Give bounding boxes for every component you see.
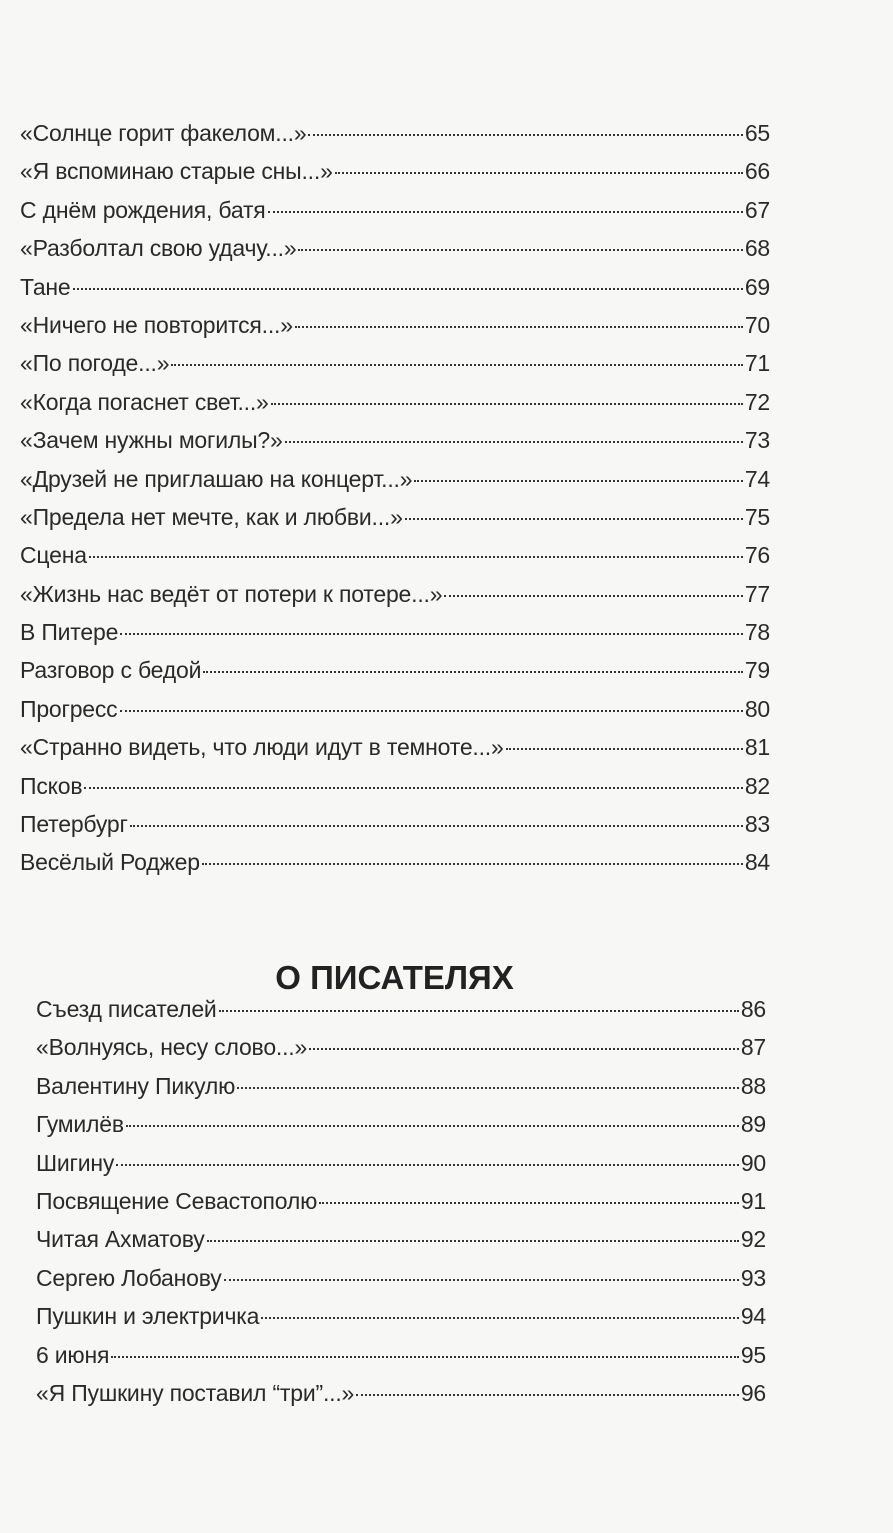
entry-title: «Зачем нужны могилы?» bbox=[20, 427, 283, 454]
entry-page-number: 87 bbox=[740, 1034, 766, 1061]
dot-leader bbox=[202, 863, 743, 865]
toc-entry bbox=[36, 1336, 766, 1374]
toc-entry bbox=[20, 536, 770, 574]
entry-page-number: 93 bbox=[740, 1264, 766, 1291]
entry-title: «Предела нет мечте, как и любви...» bbox=[20, 503, 403, 530]
dot-leader bbox=[309, 1048, 739, 1050]
entry-title: С днём рождения, батя bbox=[20, 196, 266, 223]
dot-leader bbox=[84, 787, 742, 789]
entry-page-number: 84 bbox=[744, 849, 770, 876]
entry-page-number: 69 bbox=[744, 273, 770, 300]
dot-leader bbox=[116, 1164, 739, 1166]
entry-title: «Я вспоминаю старые сны...» bbox=[20, 158, 333, 185]
toc-entry bbox=[20, 651, 770, 689]
toc-entry bbox=[20, 344, 770, 382]
dot-leader bbox=[271, 403, 743, 405]
toc-entry bbox=[20, 114, 770, 152]
entry-title: В Питере bbox=[20, 619, 119, 646]
entry-page-number: 67 bbox=[744, 196, 770, 223]
entry-title: Посвящение Севастополю bbox=[36, 1187, 318, 1214]
entry-title: «Ничего не повторится...» bbox=[20, 311, 293, 338]
dot-leader bbox=[356, 1394, 739, 1396]
entry-page-number: 78 bbox=[744, 619, 770, 646]
entry-title: «Волнуясь, несу слово...» bbox=[36, 1034, 308, 1061]
entry-page-number: 77 bbox=[744, 580, 770, 607]
entry-title: Петербург bbox=[20, 811, 128, 838]
dot-leader bbox=[414, 480, 743, 482]
section-heading-text: О ПИСАТЕЛЯХ bbox=[275, 959, 514, 997]
entry-title: «Жизнь нас ведёт от потери к потере...» bbox=[20, 580, 443, 607]
entry-title: Прогресс bbox=[20, 695, 118, 722]
entry-page-number: 65 bbox=[744, 120, 770, 146]
dot-leader bbox=[89, 556, 743, 558]
entry-title: Шигину bbox=[36, 1149, 115, 1176]
dot-leader bbox=[285, 441, 743, 443]
toc-entry bbox=[20, 268, 770, 306]
entry-title: Съезд писателей bbox=[36, 996, 217, 1022]
entry-title: «Странно видеть, что люди идут в темноте...» bbox=[20, 734, 504, 761]
entry-title: «Я Пушкину поставил “три”...» bbox=[36, 1379, 355, 1406]
toc-entry bbox=[36, 1374, 766, 1412]
toc-entry bbox=[20, 613, 770, 651]
toc-entry bbox=[36, 1220, 766, 1258]
toc-entry bbox=[36, 1067, 766, 1105]
dot-leader bbox=[224, 1279, 739, 1281]
entry-page-number: 96 bbox=[740, 1379, 766, 1406]
dot-leader bbox=[130, 825, 743, 827]
toc-entry bbox=[36, 1144, 766, 1182]
toc-entry bbox=[20, 805, 770, 843]
entry-page-number: 82 bbox=[744, 772, 770, 799]
entry-title: Читая Ахматову bbox=[36, 1226, 205, 1253]
entry-page-number: 81 bbox=[744, 734, 770, 761]
dot-leader bbox=[237, 1087, 739, 1089]
dot-leader bbox=[120, 710, 743, 712]
entry-title: «По погоде...» bbox=[20, 350, 170, 377]
dot-leader bbox=[73, 288, 743, 290]
entry-page-number: 80 bbox=[744, 695, 770, 722]
toc-entry bbox=[36, 990, 766, 1028]
entry-title: Валентину Пикулю bbox=[36, 1072, 236, 1099]
table-of-contents-part-1 bbox=[20, 114, 770, 882]
toc-entry bbox=[36, 1259, 766, 1297]
toc-entry bbox=[36, 1182, 766, 1220]
entry-page-number: 89 bbox=[740, 1111, 766, 1138]
entry-page-number: 75 bbox=[744, 503, 770, 530]
toc-entry bbox=[20, 191, 770, 229]
entry-title: Тане bbox=[20, 273, 71, 300]
entry-page-number: 70 bbox=[744, 311, 770, 338]
toc-entry bbox=[20, 728, 770, 766]
entry-title: «Разболтал свою удачу...» bbox=[20, 235, 297, 262]
toc-entry bbox=[20, 843, 770, 881]
entry-title: Сцена bbox=[20, 542, 87, 569]
entry-page-number: 66 bbox=[744, 158, 770, 185]
toc-entry bbox=[20, 767, 770, 805]
dot-leader bbox=[219, 1010, 739, 1012]
entry-page-number: 92 bbox=[740, 1226, 766, 1253]
entry-page-number: 83 bbox=[744, 811, 770, 838]
entry-page-number: 79 bbox=[744, 657, 770, 684]
toc-entry bbox=[20, 421, 770, 459]
dot-leader bbox=[444, 595, 742, 597]
dot-leader bbox=[126, 1125, 739, 1127]
dot-leader bbox=[335, 172, 743, 174]
entry-page-number: 72 bbox=[744, 388, 770, 415]
dot-leader bbox=[319, 1202, 739, 1204]
entry-page-number: 91 bbox=[740, 1187, 766, 1214]
toc-entry bbox=[20, 498, 770, 536]
entry-title: 6 июня bbox=[36, 1341, 110, 1368]
entry-title: «Друзей не приглашаю на концерт...» bbox=[20, 465, 413, 492]
dot-leader bbox=[268, 211, 743, 213]
dot-leader bbox=[120, 633, 743, 635]
entry-title: Пушкин и электричка bbox=[36, 1303, 260, 1330]
toc-entry bbox=[20, 229, 770, 267]
entry-page-number: 94 bbox=[740, 1303, 766, 1330]
entry-page-number: 95 bbox=[740, 1341, 766, 1368]
dot-leader bbox=[207, 1240, 739, 1242]
toc-entry bbox=[20, 575, 770, 613]
dot-leader bbox=[261, 1317, 739, 1319]
entry-title: «Когда погаснет свет...» bbox=[20, 388, 269, 415]
entry-title: Разговор с бедой bbox=[20, 657, 202, 684]
entry-title: «Солнце горит факелом...» bbox=[20, 120, 307, 146]
entry-title: Сергею Лобанову bbox=[36, 1264, 222, 1291]
toc-entry bbox=[20, 306, 770, 344]
dot-leader bbox=[298, 249, 742, 251]
dot-leader bbox=[203, 671, 743, 673]
toc-entry bbox=[20, 383, 770, 421]
dot-leader bbox=[405, 518, 743, 520]
entry-page-number: 73 bbox=[744, 427, 770, 454]
entry-page-number: 88 bbox=[740, 1072, 766, 1099]
entry-title: Гумилёв bbox=[36, 1111, 124, 1138]
entry-page-number: 74 bbox=[744, 465, 770, 492]
entry-title: Псков bbox=[20, 772, 83, 799]
entry-page-number: 86 bbox=[740, 996, 766, 1022]
dot-leader bbox=[506, 748, 743, 750]
entry-page-number: 68 bbox=[744, 235, 770, 262]
dot-leader bbox=[295, 326, 743, 328]
entry-page-number: 90 bbox=[740, 1149, 766, 1176]
toc-entry bbox=[20, 460, 770, 498]
entry-page-number: 76 bbox=[744, 542, 770, 569]
entry-page-number: 71 bbox=[744, 350, 770, 377]
toc-entry bbox=[36, 1028, 766, 1066]
table-of-contents-part-2 bbox=[36, 990, 766, 1412]
toc-entry bbox=[20, 152, 770, 190]
dot-leader bbox=[308, 134, 742, 136]
dot-leader bbox=[171, 364, 743, 366]
toc-entry bbox=[36, 1105, 766, 1143]
toc-entry bbox=[20, 690, 770, 728]
toc-entry bbox=[36, 1297, 766, 1335]
entry-title: Весёлый Роджер bbox=[20, 849, 200, 876]
dot-leader bbox=[111, 1356, 739, 1358]
